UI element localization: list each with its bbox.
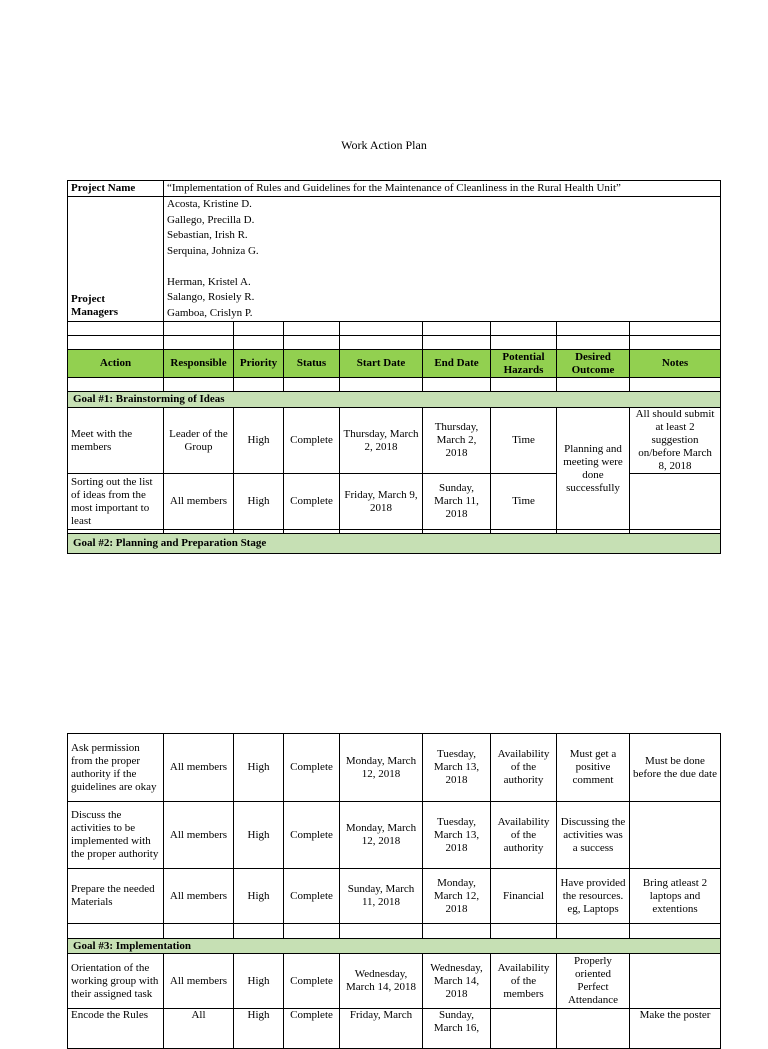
project-name-value: “Implementation of Rules and Guidelines for the Maintenance of Cleanliness in the Rural Health Unit” (164, 181, 721, 197)
end-date-cell: Sunday, March 16, (423, 1009, 491, 1049)
header-notes: Notes (630, 350, 721, 378)
manager-name: Acosta, Kristine D. (167, 198, 252, 210)
table-row (68, 802, 721, 869)
empty-row (68, 378, 721, 392)
manager-name (167, 259, 717, 275)
end-date-cell: Monday, March 12, 2018 (423, 869, 491, 924)
status-cell: Complete (284, 408, 340, 474)
table-row (68, 408, 721, 474)
status-cell: Complete (284, 869, 340, 924)
status-cell: Complete (284, 474, 340, 530)
goal-2-title: Goal #2: Planning and Preparation Stage (68, 534, 721, 554)
goal-row (68, 939, 721, 954)
hazards-cell: Financial (491, 869, 557, 924)
manager-name: Salango, Rosiely R. (167, 291, 255, 303)
end-date-cell: Tuesday, March 13, 2018 (423, 802, 491, 869)
start-date-cell: Monday, March 12, 2018 (340, 734, 423, 802)
outcome-cell: Properly oriented Perfect Attendance (557, 954, 630, 1009)
start-date-cell: Monday, March 12, 2018 (340, 802, 423, 869)
start-date-cell: Sunday, March 11, 2018 (340, 869, 423, 924)
manager-name: Serquina, Johniza G. (167, 244, 259, 257)
notes-cell: Must be done before the due date (630, 734, 721, 802)
table-row (68, 1009, 721, 1049)
responsible-cell: All members (164, 954, 234, 1009)
start-date-cell: Friday, March 9, 2018 (340, 474, 423, 530)
notes-cell (630, 474, 721, 530)
table-row (68, 869, 721, 924)
outcome-cell: Discussing the activities was a success (557, 802, 630, 869)
manager-name: Gallego, Precilla D. (167, 213, 255, 226)
empty-row (68, 336, 721, 350)
goal-row (68, 392, 721, 408)
page-title: Work Action Plan (341, 138, 427, 152)
manager-name: Herman, Kristel A. (167, 275, 251, 288)
action-cell: Orientation of the working group with their assigned task (68, 954, 164, 1009)
table-row (68, 954, 721, 1009)
project-name-row (68, 181, 721, 197)
priority-cell: High (234, 734, 284, 802)
work-plan-table-continued (67, 733, 721, 1049)
hazards-cell: Availability of the members (491, 954, 557, 1009)
notes-cell: Make the poster (630, 1009, 721, 1049)
header-responsible: Responsible (164, 350, 234, 378)
manager-name: Gamboa, Crislyn P. (167, 306, 253, 319)
outcome-cell (557, 1009, 630, 1049)
header-start-date: Start Date (340, 350, 423, 378)
priority-cell: High (234, 1009, 284, 1049)
action-cell: Meet with the members (68, 408, 164, 474)
table-row (68, 734, 721, 802)
end-date-cell: Wednesday, March 14, 2018 (423, 954, 491, 1009)
empty-row (68, 322, 721, 336)
hazards-cell: Availability of the authority (491, 734, 557, 802)
status-cell: Complete (284, 734, 340, 802)
action-cell: Sorting out the list of ideas from the most important to least (68, 474, 164, 530)
status-cell: Complete (284, 1009, 340, 1049)
notes-cell: Bring atleast 2 laptops and extentions (630, 869, 721, 924)
header-potential-hazards: Potential Hazards (491, 350, 557, 378)
header-end-date: End Date (423, 350, 491, 378)
priority-cell: High (234, 802, 284, 869)
header-desired-outcome: Desired Outcome (557, 350, 630, 378)
end-date-cell: Sunday, March 11, 2018 (423, 474, 491, 530)
outcome-cell: Planning and meeting were done successfully (557, 408, 630, 530)
outcome-cell: Have provided the resources. eg, Laptops (557, 869, 630, 924)
start-date-cell: Wednesday, March 14, 2018 (340, 954, 423, 1009)
work-plan-table (67, 180, 721, 554)
responsible-cell: All members (164, 474, 234, 530)
action-cell: Discuss the activities to be implemented with the proper authority (68, 802, 164, 869)
priority-cell: High (234, 954, 284, 1009)
outcome-cell: Must get a positive comment (557, 734, 630, 802)
responsible-cell: Leader of the Group (164, 408, 234, 474)
hazards-cell (491, 1009, 557, 1049)
action-cell: Prepare the needed Materials (68, 869, 164, 924)
responsible-cell: All members (164, 734, 234, 802)
responsible-cell: All members (164, 802, 234, 869)
notes-cell: All should submit at least 2 suggestion on/before March 8, 2018 (630, 408, 721, 474)
start-date-cell: Thursday, March 2, 2018 (340, 408, 423, 474)
goal-row (68, 534, 721, 554)
status-cell: Complete (284, 954, 340, 1009)
manager-name: Sebastian, Irish R. (167, 229, 248, 241)
end-date-cell: Thursday, March 2, 2018 (423, 408, 491, 474)
goal-1-title: Goal #1: Brainstorming of Ideas (68, 392, 721, 408)
responsible-cell: All members (164, 869, 234, 924)
notes-cell (630, 954, 721, 1009)
hazards-cell: Availability of the authority (491, 802, 557, 869)
responsible-cell: All (164, 1009, 234, 1049)
action-cell: Encode the Rules (68, 1009, 164, 1049)
header-action: Action (68, 350, 164, 378)
hazards-cell: Time (491, 408, 557, 474)
project-managers-label: Project Managers (68, 197, 164, 322)
priority-cell: High (234, 869, 284, 924)
project-name-label: Project Name (68, 181, 164, 197)
notes-cell (630, 802, 721, 869)
end-date-cell: Tuesday, March 13, 2018 (423, 734, 491, 802)
project-managers-row (68, 197, 721, 322)
hazards-cell: Time (491, 474, 557, 530)
project-managers-list (164, 197, 721, 322)
goal-3-title: Goal #3: Implementation (68, 939, 721, 954)
start-date-cell: Friday, March (340, 1009, 423, 1049)
action-cell: Ask permission from the proper authority if the guidelines are okay (68, 734, 164, 802)
empty-row (68, 924, 721, 939)
status-cell: Complete (284, 802, 340, 869)
header-status: Status (284, 350, 340, 378)
priority-cell: High (234, 474, 284, 530)
header-row (68, 350, 721, 378)
header-priority: Priority (234, 350, 284, 378)
priority-cell: High (234, 408, 284, 474)
